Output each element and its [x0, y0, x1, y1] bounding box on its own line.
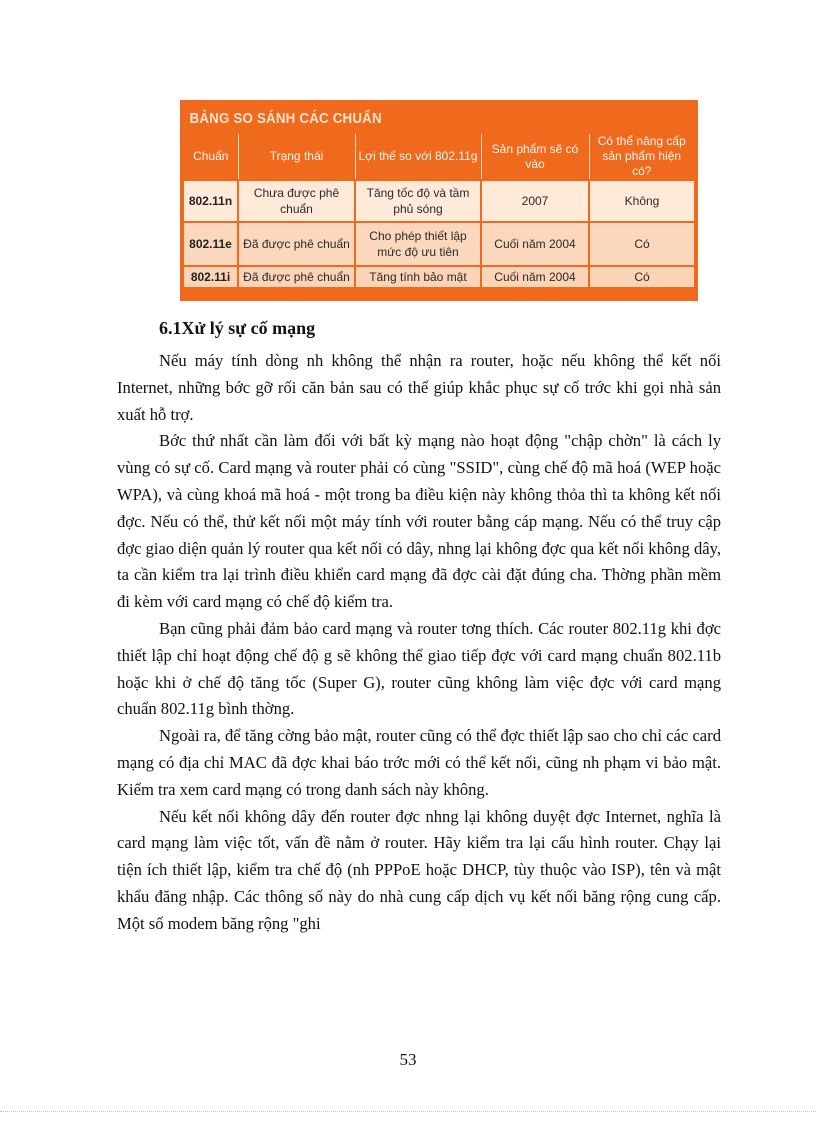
table-cell: 2007 — [481, 180, 589, 222]
paragraph: Bạn cũng phải đảm bảo card mạng và router tơng thích. Các router 802.11g khi đợc thiết lập chỉ hoạt động chế độ g sẽ không thể giao tiếp đợc với card mạng chuẩn 802.11b hoặc khi ở chế độ tăng tốc (Super G), router cũng không làm việc đợc với card mạng chuẩn 802.11g bình thờng. — [117, 618, 721, 719]
table-title: BẢNG SO SÁNH CÁC CHUẨN — [189, 111, 382, 127]
table-header-row — [184, 134, 694, 180]
section-heading: 6.1Xử lý sự cố mạng — [159, 318, 316, 338]
header-cell: Trạng thái — [238, 134, 355, 180]
paragraph: Ngoài ra, để tăng cờng bảo mật, router cũng có thể đợc thiết lập sao cho chỉ các card mạng có địa chỉ MAC đã đợc khai báo trớc mới có thể kết nối, cũng nh phạm vi bảo mật. Kiểm tra xem card mạng có trong danh sách này không. — [117, 726, 721, 799]
table-cell: Có — [589, 222, 694, 266]
table-cell: Đã được phê chuẩn — [238, 222, 355, 266]
paragraph: Nếu máy tính dòng nh không thể nhận ra router, hoặc nếu không thể kết nối Internet, những bớc gỡ rối căn bản sau có thể giúp khắc phục sự cố trớc khi gọi nhà sản xuất hỗ trợ. — [117, 351, 721, 424]
table-cell: Cuối năm 2004 — [481, 222, 589, 266]
table-cell: 802.11i — [184, 266, 238, 287]
header-cell: Sản phẩm sẽ có vào — [481, 134, 589, 180]
table-row — [184, 266, 694, 287]
table-cell: Không — [589, 180, 694, 222]
table-cell: Tăng tốc độ và tầm phủ sóng — [355, 180, 481, 222]
table-cell: Chưa được phê chuẩn — [238, 180, 355, 222]
table-cell: Đã được phê chuẩn — [238, 266, 355, 287]
comparison-table — [180, 100, 698, 301]
table-cell: Có — [589, 266, 694, 287]
table-grid — [184, 134, 694, 287]
table-cell: Cuối năm 2004 — [481, 266, 589, 287]
table-cell: 802.11n — [184, 180, 238, 222]
table-cell: Tăng tính bảo mật — [355, 266, 481, 287]
header-cell: Chuẩn — [184, 134, 238, 180]
table-row — [184, 222, 694, 266]
table-cell: 802.11e — [184, 222, 238, 266]
footer-divider — [0, 1111, 816, 1112]
page-number: 53 — [399, 1050, 417, 1069]
header-cell: Lợi thế so với 802.11g — [355, 134, 481, 180]
header-cell: Có thể nâng cấp sản phẩm hiện có? — [589, 134, 694, 180]
body-text — [117, 348, 721, 938]
table-row — [184, 180, 694, 222]
table-cell: Cho phép thiết lập mức độ ưu tiên — [355, 222, 481, 266]
paragraph: Bớc thứ nhất cần làm đối với bất kỳ mạng nào hoạt động "chập chờn" là cách ly vùng có sự cố. Card mạng và router phải có cùng "SSID", cùng chế độ mã hoá (WEP hoặc WPA), và cùng khoá mã hoá - một trong ba điều kiện này không thỏa thì ta không kết nối đợc. Nếu có thể, thử kết nối một máy tính với router bằng cáp mạng. Nếu có thể truy cập đợc giao diện quản lý router qua kết nối có dây, nhng lại không đợc qua kết nối không dây, ta cần kiểm tra lại trình điều khiển card mạng đã đợc cài đặt đúng cha. Thờng phần mềm đi kèm với card mạng có chế độ kiểm tra. — [117, 431, 721, 612]
paragraph: Nếu kết nối không dây đến router đợc nhng lại không duyệt đợc Internet, nghĩa là card mạng làm việc tốt, vấn đề nằm ở router. Hãy kiểm tra lại cấu hình router. Chạy lại tiện ích thiết lập, kiểm tra chế độ (nh PPPoE hoặc DHCP, tùy thuộc vào ISP), tên và mật khẩu đăng nhập. Các thông số này do nhà cung cấp dịch vụ kết nối băng rộng cung cấp. Một số modem băng rộng "ghi — [117, 806, 721, 933]
